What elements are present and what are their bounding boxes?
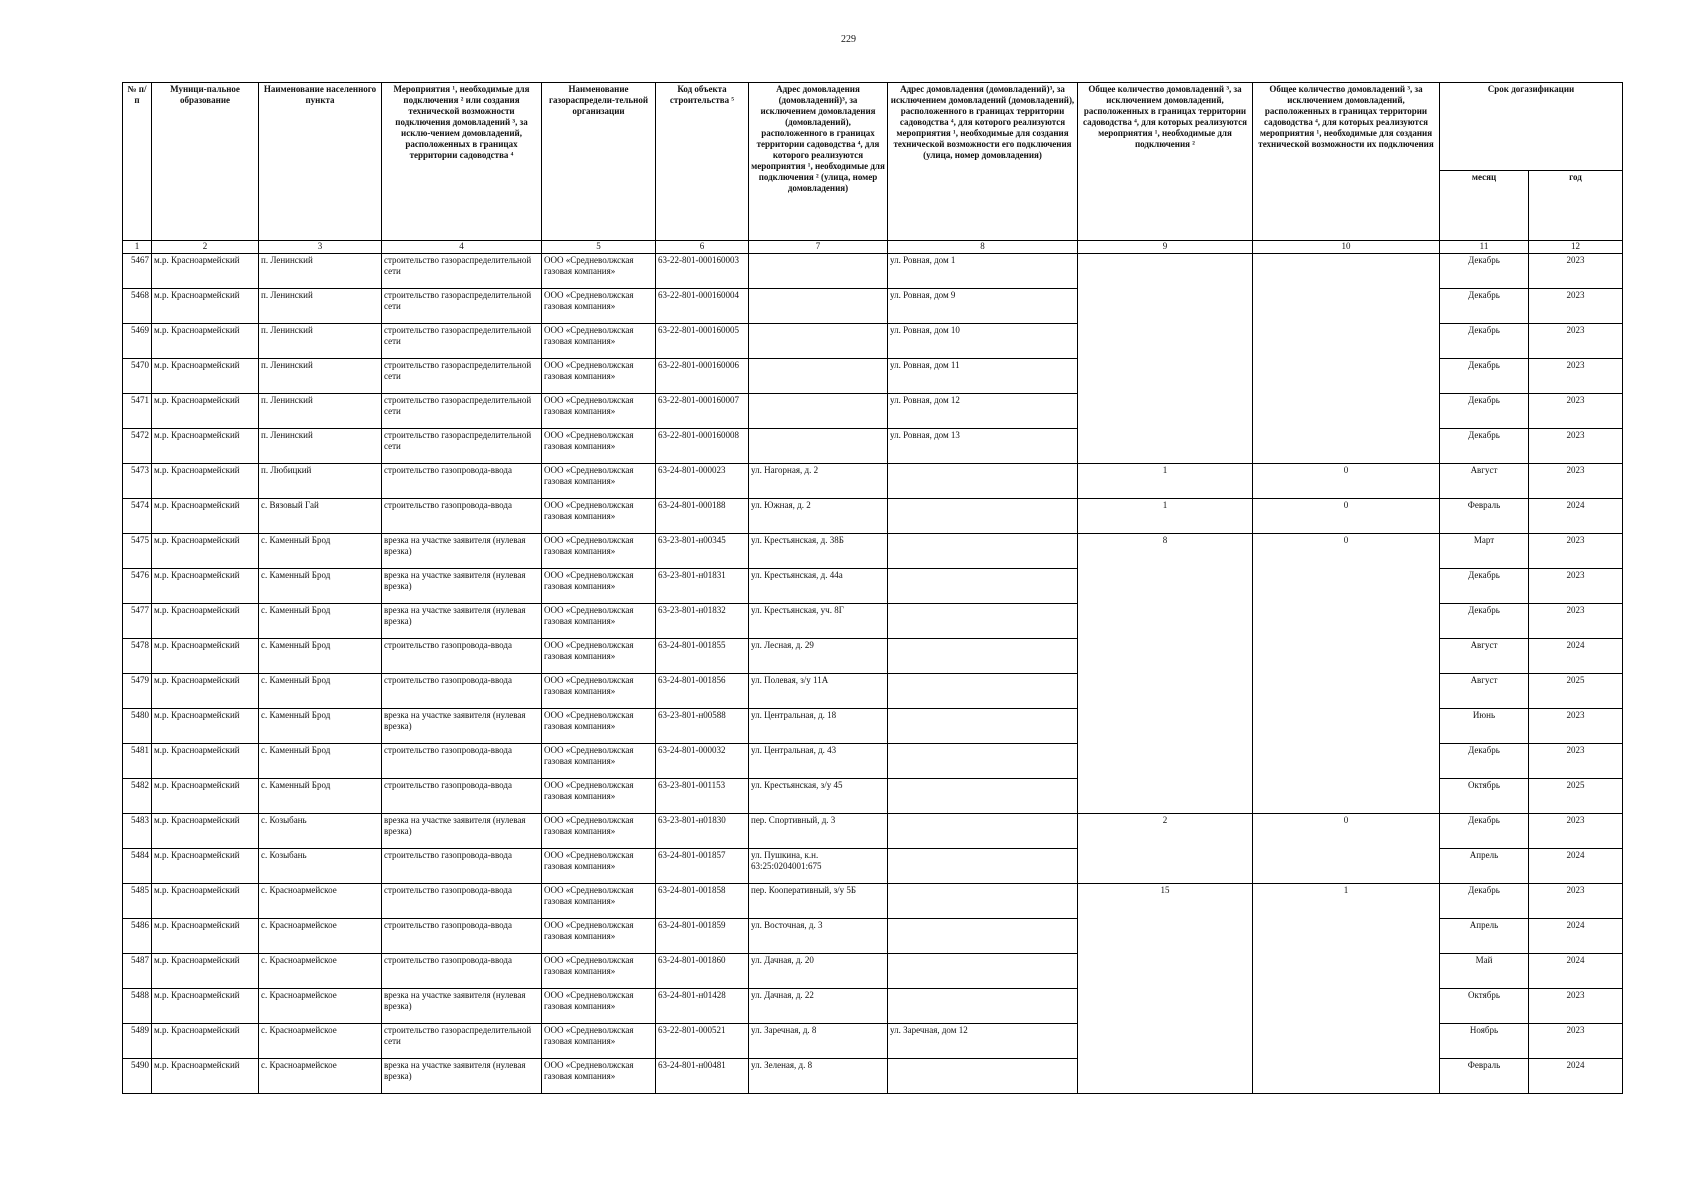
measure-cell: строительство газораспределительной сети bbox=[382, 324, 542, 359]
settlement-cell: с. Красноармейское bbox=[259, 989, 382, 1024]
settlement-cell: с. Красноармейское bbox=[259, 919, 382, 954]
municipality-cell: м.р. Красноармейский bbox=[152, 289, 259, 324]
municipality-cell: м.р. Красноармейский bbox=[152, 394, 259, 429]
settlement-cell: п. Ленинский bbox=[259, 254, 382, 289]
settlement-cell: с. Вязовый Гай bbox=[259, 499, 382, 534]
table-body bbox=[123, 254, 1623, 1094]
settlement-cell: п. Ленинский bbox=[259, 429, 382, 464]
object-code-cell: 63-24-801-000188 bbox=[656, 499, 749, 534]
year-cell: 2024 bbox=[1529, 849, 1623, 884]
month-cell: Апрель bbox=[1440, 849, 1529, 884]
municipality-cell: м.р. Красноармейский bbox=[152, 709, 259, 744]
col-municipality-header: Муници-пальное образование bbox=[152, 83, 259, 241]
month-cell: Декабрь bbox=[1440, 814, 1529, 849]
column-number: 2 bbox=[152, 241, 259, 254]
municipality-cell: м.р. Красноармейский bbox=[152, 499, 259, 534]
measure-cell: строительство газопровода-ввода bbox=[382, 779, 542, 814]
year-cell: 2023 bbox=[1529, 289, 1623, 324]
column-number: 7 bbox=[749, 241, 888, 254]
object-code-cell: 63-22-801-000160008 bbox=[656, 429, 749, 464]
settlement-cell: п. Ленинский bbox=[259, 289, 382, 324]
month-cell: Декабрь bbox=[1440, 569, 1529, 604]
object-code-cell: 63-23-801-н01830 bbox=[656, 814, 749, 849]
total-connect-cell: 1 bbox=[1078, 499, 1253, 534]
col-no-header: № п/п bbox=[123, 83, 152, 241]
column-number-row bbox=[123, 241, 1623, 254]
month-cell: Декабрь bbox=[1440, 429, 1529, 464]
gdo-cell: ООО «Средневолжская газовая компания» bbox=[542, 919, 656, 954]
table-row bbox=[123, 254, 1623, 289]
address-tech-cell bbox=[888, 849, 1078, 884]
address-tech-cell: ул. Ровная, дом 9 bbox=[888, 289, 1078, 324]
gdo-cell: ООО «Средневолжская газовая компания» bbox=[542, 989, 656, 1024]
total-connect-cell: 1 bbox=[1078, 464, 1253, 499]
column-number: 8 bbox=[888, 241, 1078, 254]
object-code-cell: 63-23-801-н01831 bbox=[656, 569, 749, 604]
row-number-cell: 5483 bbox=[123, 814, 152, 849]
address-connect-cell: ул. Восточная, д. 3 bbox=[749, 919, 888, 954]
municipality-cell: м.р. Красноармейский bbox=[152, 534, 259, 569]
settlement-cell: с. Каменный Брод bbox=[259, 709, 382, 744]
address-tech-cell bbox=[888, 639, 1078, 674]
gdo-cell: ООО «Средневолжская газовая компания» bbox=[542, 779, 656, 814]
total-connect-cell: 2 bbox=[1078, 814, 1253, 884]
month-cell: Октябрь bbox=[1440, 779, 1529, 814]
year-cell: 2023 bbox=[1529, 1024, 1623, 1059]
object-code-cell: 63-24-801-н01428 bbox=[656, 989, 749, 1024]
address-tech-cell bbox=[888, 709, 1078, 744]
object-code-cell: 63-23-801-001153 bbox=[656, 779, 749, 814]
municipality-cell: м.р. Красноармейский bbox=[152, 429, 259, 464]
gdo-cell: ООО «Средневолжская газовая компания» bbox=[542, 394, 656, 429]
settlement-cell: п. Любицкий bbox=[259, 464, 382, 499]
address-connect-cell: ул. Зеленая, д. 8 bbox=[749, 1059, 888, 1094]
gdo-cell: ООО «Средневолжская газовая компания» bbox=[542, 569, 656, 604]
municipality-cell: м.р. Красноармейский bbox=[152, 604, 259, 639]
month-cell: Май bbox=[1440, 954, 1529, 989]
row-number-cell: 5482 bbox=[123, 779, 152, 814]
year-cell: 2023 bbox=[1529, 989, 1623, 1024]
row-number-cell: 5470 bbox=[123, 359, 152, 394]
object-code-cell: 63-22-801-000160007 bbox=[656, 394, 749, 429]
gdo-cell: ООО «Средневолжская газовая компания» bbox=[542, 674, 656, 709]
measure-cell: строительство газопровода-ввода bbox=[382, 884, 542, 919]
total-tech-cell: 1 bbox=[1253, 884, 1440, 1094]
year-cell: 2023 bbox=[1529, 814, 1623, 849]
address-tech-cell bbox=[888, 569, 1078, 604]
month-cell: Ноябрь bbox=[1440, 1024, 1529, 1059]
column-number: 10 bbox=[1253, 241, 1440, 254]
object-code-cell: 63-24-801-н00481 bbox=[656, 1059, 749, 1094]
row-number-cell: 5473 bbox=[123, 464, 152, 499]
col-address-connect-header: Адрес домовладения (домовладений)³, за исключением домовладения (домовладений), расположенного в границах территории садоводства ⁴, для которого реализуются мероприятия ¹, необходимые для подключения ² (улица, номер домовладения) bbox=[749, 83, 888, 241]
col-deadline-header: Срок догазификации bbox=[1440, 83, 1623, 171]
object-code-cell: 63-23-801-н00588 bbox=[656, 709, 749, 744]
gdo-cell: ООО «Средневолжская газовая компания» bbox=[542, 499, 656, 534]
settlement-cell: с. Каменный Брод bbox=[259, 569, 382, 604]
month-cell: Декабрь bbox=[1440, 604, 1529, 639]
object-code-cell: 63-22-801-000160006 bbox=[656, 359, 749, 394]
object-code-cell: 63-23-801-н00345 bbox=[656, 534, 749, 569]
month-cell: Декабрь bbox=[1440, 884, 1529, 919]
column-number: 9 bbox=[1078, 241, 1253, 254]
address-connect-cell: ул. Полевая, з/у 11А bbox=[749, 674, 888, 709]
gdo-cell: ООО «Средневолжская газовая компания» bbox=[542, 639, 656, 674]
col-year-header: год bbox=[1529, 171, 1623, 241]
municipality-cell: м.р. Красноармейский bbox=[152, 464, 259, 499]
measure-cell: строительство газораспределительной сети bbox=[382, 1024, 542, 1059]
header-row bbox=[123, 83, 1623, 171]
address-tech-cell: ул. Ровная, дом 1 bbox=[888, 254, 1078, 289]
table-row bbox=[123, 499, 1623, 534]
month-cell: Февраль bbox=[1440, 499, 1529, 534]
gdo-cell: ООО «Средневолжская газовая компания» bbox=[542, 254, 656, 289]
year-cell: 2023 bbox=[1529, 464, 1623, 499]
measure-cell: строительство газораспределительной сети bbox=[382, 254, 542, 289]
row-number-cell: 5478 bbox=[123, 639, 152, 674]
row-number-cell: 5476 bbox=[123, 569, 152, 604]
col-object-code-header: Код объекта строительства ⁵ bbox=[656, 83, 749, 241]
gdo-cell: ООО «Средневолжская газовая компания» bbox=[542, 954, 656, 989]
row-number-cell: 5479 bbox=[123, 674, 152, 709]
object-code-cell: 63-24-801-001860 bbox=[656, 954, 749, 989]
address-connect-cell bbox=[749, 289, 888, 324]
address-connect-cell: ул. Крестьянская, уч. 8Г bbox=[749, 604, 888, 639]
column-number: 5 bbox=[542, 241, 656, 254]
measure-cell: строительство газораспределительной сети bbox=[382, 429, 542, 464]
row-number-cell: 5487 bbox=[123, 954, 152, 989]
settlement-cell: с. Каменный Брод bbox=[259, 779, 382, 814]
municipality-cell: м.р. Красноармейский bbox=[152, 1059, 259, 1094]
address-connect-cell: ул. Крестьянская, д. 44а bbox=[749, 569, 888, 604]
month-cell: Июнь bbox=[1440, 709, 1529, 744]
year-cell: 2023 bbox=[1529, 254, 1623, 289]
address-tech-cell: ул. Заречная, дом 12 bbox=[888, 1024, 1078, 1059]
measure-cell: строительство газопровода-ввода bbox=[382, 744, 542, 779]
municipality-cell: м.р. Красноармейский bbox=[152, 814, 259, 849]
row-number-cell: 5469 bbox=[123, 324, 152, 359]
col-gdo-header: Наименование газораспредели-тельной организации bbox=[542, 83, 656, 241]
object-code-cell: 63-22-801-000160005 bbox=[656, 324, 749, 359]
address-connect-cell bbox=[749, 429, 888, 464]
settlement-cell: с. Красноармейское bbox=[259, 884, 382, 919]
gdo-cell: ООО «Средневолжская газовая компания» bbox=[542, 429, 656, 464]
municipality-cell: м.р. Красноармейский bbox=[152, 744, 259, 779]
year-cell: 2024 bbox=[1529, 499, 1623, 534]
gdo-cell: ООО «Средневолжская газовая компания» bbox=[542, 464, 656, 499]
address-connect-cell: ул. Крестьянская, з/у 45 bbox=[749, 779, 888, 814]
address-tech-cell bbox=[888, 744, 1078, 779]
row-number-cell: 5480 bbox=[123, 709, 152, 744]
row-number-cell: 5489 bbox=[123, 1024, 152, 1059]
address-connect-cell: ул. Лесная, д. 29 bbox=[749, 639, 888, 674]
page-number: 229 bbox=[841, 34, 856, 45]
municipality-cell: м.р. Красноармейский bbox=[152, 849, 259, 884]
row-number-cell: 5468 bbox=[123, 289, 152, 324]
col-total-connect-header: Общее количество домовладений ³, за исключением домовладений, расположенных в границах территории садоводства ⁴, для которых реализуются мероприятия ¹, необходимые для подключения ² bbox=[1078, 83, 1253, 241]
address-connect-cell: ул. Пушкина, к.н. 63:25:0204001:675 bbox=[749, 849, 888, 884]
gdo-cell: ООО «Средневолжская газовая компания» bbox=[542, 884, 656, 919]
gdo-cell: ООО «Средневолжская газовая компания» bbox=[542, 324, 656, 359]
table-row bbox=[123, 884, 1623, 919]
year-cell: 2024 bbox=[1529, 954, 1623, 989]
year-cell: 2023 bbox=[1529, 884, 1623, 919]
month-cell: Декабрь bbox=[1440, 744, 1529, 779]
address-tech-cell bbox=[888, 674, 1078, 709]
measure-cell: строительство газораспределительной сети bbox=[382, 394, 542, 429]
month-cell: Август bbox=[1440, 464, 1529, 499]
year-cell: 2023 bbox=[1529, 394, 1623, 429]
address-tech-cell: ул. Ровная, дом 12 bbox=[888, 394, 1078, 429]
settlement-cell: с. Каменный Брод bbox=[259, 674, 382, 709]
total-connect-cell bbox=[1078, 254, 1253, 464]
row-number-cell: 5472 bbox=[123, 429, 152, 464]
col-settlement-header: Наименование населенного пункта bbox=[259, 83, 382, 241]
year-cell: 2023 bbox=[1529, 709, 1623, 744]
address-tech-cell bbox=[888, 1059, 1078, 1094]
address-tech-cell: ул. Ровная, дом 10 bbox=[888, 324, 1078, 359]
municipality-cell: м.р. Красноармейский bbox=[152, 779, 259, 814]
measure-cell: врезка на участке заявителя (нулевая врезка) bbox=[382, 604, 542, 639]
measure-cell: строительство газопровода-ввода bbox=[382, 919, 542, 954]
municipality-cell: м.р. Красноармейский bbox=[152, 359, 259, 394]
row-number-cell: 5488 bbox=[123, 989, 152, 1024]
object-code-cell: 63-22-801-000160003 bbox=[656, 254, 749, 289]
municipality-cell: м.р. Красноармейский bbox=[152, 324, 259, 359]
total-tech-cell bbox=[1253, 254, 1440, 464]
col-month-header: месяц bbox=[1440, 171, 1529, 241]
object-code-cell: 63-22-801-000521 bbox=[656, 1024, 749, 1059]
row-number-cell: 5484 bbox=[123, 849, 152, 884]
year-cell: 2024 bbox=[1529, 919, 1623, 954]
municipality-cell: м.р. Красноармейский bbox=[152, 254, 259, 289]
column-number: 12 bbox=[1529, 241, 1623, 254]
year-cell: 2023 bbox=[1529, 324, 1623, 359]
address-connect-cell: пер. Спортивный, д. 3 bbox=[749, 814, 888, 849]
address-connect-cell: ул. Южная, д. 2 bbox=[749, 499, 888, 534]
measure-cell: строительство газопровода-ввода bbox=[382, 464, 542, 499]
measure-cell: врезка на участке заявителя (нулевая врезка) bbox=[382, 709, 542, 744]
gdo-cell: ООО «Средневолжская газовая компания» bbox=[542, 359, 656, 394]
month-cell: Декабрь bbox=[1440, 394, 1529, 429]
municipality-cell: м.р. Красноармейский bbox=[152, 989, 259, 1024]
gdo-cell: ООО «Средневолжская газовая компания» bbox=[542, 709, 656, 744]
measure-cell: врезка на участке заявителя (нулевая врезка) bbox=[382, 989, 542, 1024]
year-cell: 2025 bbox=[1529, 779, 1623, 814]
municipality-cell: м.р. Красноармейский bbox=[152, 639, 259, 674]
measure-cell: строительство газопровода-ввода bbox=[382, 674, 542, 709]
object-code-cell: 63-24-801-001859 bbox=[656, 919, 749, 954]
column-number: 4 bbox=[382, 241, 542, 254]
measure-cell: строительство газопровода-ввода bbox=[382, 849, 542, 884]
measure-cell: строительство газопровода-ввода bbox=[382, 954, 542, 989]
row-number-cell: 5471 bbox=[123, 394, 152, 429]
row-number-cell: 5474 bbox=[123, 499, 152, 534]
row-number-cell: 5475 bbox=[123, 534, 152, 569]
year-cell: 2023 bbox=[1529, 429, 1623, 464]
column-number: 1 bbox=[123, 241, 152, 254]
settlement-cell: п. Ленинский bbox=[259, 359, 382, 394]
measure-cell: врезка на участке заявителя (нулевая врезка) bbox=[382, 534, 542, 569]
year-cell: 2023 bbox=[1529, 604, 1623, 639]
municipality-cell: м.р. Красноармейский bbox=[152, 1024, 259, 1059]
row-number-cell: 5467 bbox=[123, 254, 152, 289]
object-code-cell: 63-24-801-001857 bbox=[656, 849, 749, 884]
settlement-cell: с. Каменный Брод bbox=[259, 534, 382, 569]
col-address-tech-header: Адрес домовладения (домовладений)³, за исключением домовладений (домовладений), расположенного в границах территории садоводства ⁴, для которого реализуются мероприятия ¹, необходимые для создания технической возможности его подключения (улица, номер домовладения) bbox=[888, 83, 1078, 241]
total-connect-cell: 8 bbox=[1078, 534, 1253, 814]
year-cell: 2023 bbox=[1529, 534, 1623, 569]
month-cell: Апрель bbox=[1440, 919, 1529, 954]
gdo-cell: ООО «Средневолжская газовая компания» bbox=[542, 604, 656, 639]
row-number-cell: 5481 bbox=[123, 744, 152, 779]
address-tech-cell bbox=[888, 779, 1078, 814]
object-code-cell: 63-24-801-001856 bbox=[656, 674, 749, 709]
address-connect-cell bbox=[749, 359, 888, 394]
month-cell: Декабрь bbox=[1440, 359, 1529, 394]
gasification-table bbox=[122, 82, 1623, 1094]
address-tech-cell bbox=[888, 604, 1078, 639]
year-cell: 2024 bbox=[1529, 1059, 1623, 1094]
total-tech-cell: 0 bbox=[1253, 814, 1440, 884]
gdo-cell: ООО «Средневолжская газовая компания» bbox=[542, 849, 656, 884]
settlement-cell: с. Каменный Брод bbox=[259, 744, 382, 779]
address-tech-cell bbox=[888, 499, 1078, 534]
settlement-cell: с. Козыбань bbox=[259, 814, 382, 849]
settlement-cell: с. Красноармейское bbox=[259, 954, 382, 989]
measure-cell: врезка на участке заявителя (нулевая врезка) bbox=[382, 814, 542, 849]
settlement-cell: с. Каменный Брод bbox=[259, 604, 382, 639]
settlement-cell: с. Козыбань bbox=[259, 849, 382, 884]
row-number-cell: 5490 bbox=[123, 1059, 152, 1094]
year-cell: 2025 bbox=[1529, 674, 1623, 709]
address-tech-cell: ул. Ровная, дом 11 bbox=[888, 359, 1078, 394]
column-number: 6 bbox=[656, 241, 749, 254]
col-measures-header: Мероприятия ¹, необходимые для подключения ² или создания технической возможности подключения домовладений ³, за исклю-чением домовладений, расположенных в границах территории садоводства ⁴ bbox=[382, 83, 542, 241]
address-tech-cell bbox=[888, 919, 1078, 954]
measure-cell: строительство газораспределительной сети bbox=[382, 289, 542, 324]
gdo-cell: ООО «Средневолжская газовая компания» bbox=[542, 1024, 656, 1059]
measure-cell: строительство газопровода-ввода bbox=[382, 639, 542, 674]
object-code-cell: 63-24-801-000023 bbox=[656, 464, 749, 499]
object-code-cell: 63-23-801-н01832 bbox=[656, 604, 749, 639]
address-connect-cell: пер. Кооперативный, з/у 5Б bbox=[749, 884, 888, 919]
year-cell: 2023 bbox=[1529, 744, 1623, 779]
month-cell: Декабрь bbox=[1440, 289, 1529, 324]
month-cell: Март bbox=[1440, 534, 1529, 569]
month-cell: Февраль bbox=[1440, 1059, 1529, 1094]
address-tech-cell bbox=[888, 954, 1078, 989]
year-cell: 2024 bbox=[1529, 639, 1623, 674]
col-total-tech-header: Общее количество домовладений ³, за исключением домовладений, расположенных в границах территории садоводства ⁴, для которых реализуются мероприятия ¹, необходимые для создания технической возможности их подключения bbox=[1253, 83, 1440, 241]
address-tech-cell: ул. Ровная, дом 13 bbox=[888, 429, 1078, 464]
table-row bbox=[123, 534, 1623, 569]
column-number: 11 bbox=[1440, 241, 1529, 254]
settlement-cell: п. Ленинский bbox=[259, 394, 382, 429]
month-cell: Октябрь bbox=[1440, 989, 1529, 1024]
table-row bbox=[123, 814, 1623, 849]
object-code-cell: 63-22-801-000160004 bbox=[656, 289, 749, 324]
address-tech-cell bbox=[888, 464, 1078, 499]
table-row bbox=[123, 464, 1623, 499]
gdo-cell: ООО «Средневолжская газовая компания» bbox=[542, 744, 656, 779]
address-connect-cell: ул. Заречная, д. 8 bbox=[749, 1024, 888, 1059]
address-tech-cell bbox=[888, 989, 1078, 1024]
settlement-cell: с. Красноармейское bbox=[259, 1024, 382, 1059]
address-connect-cell: ул. Крестьянская, д. 38Б bbox=[749, 534, 888, 569]
month-cell: Декабрь bbox=[1440, 324, 1529, 359]
measure-cell: строительство газораспределительной сети bbox=[382, 359, 542, 394]
gdo-cell: ООО «Средневолжская газовая компания» bbox=[542, 1059, 656, 1094]
object-code-cell: 63-24-801-001858 bbox=[656, 884, 749, 919]
municipality-cell: м.р. Красноармейский bbox=[152, 674, 259, 709]
month-cell: Август bbox=[1440, 674, 1529, 709]
measure-cell: строительство газопровода-ввода bbox=[382, 499, 542, 534]
gdo-cell: ООО «Средневолжская газовая компания» bbox=[542, 814, 656, 849]
row-number-cell: 5477 bbox=[123, 604, 152, 639]
address-connect-cell: ул. Центральная, д. 18 bbox=[749, 709, 888, 744]
total-tech-cell: 0 bbox=[1253, 499, 1440, 534]
settlement-cell: с. Красноармейское bbox=[259, 1059, 382, 1094]
year-cell: 2023 bbox=[1529, 569, 1623, 604]
total-tech-cell: 0 bbox=[1253, 464, 1440, 499]
measure-cell: врезка на участке заявителя (нулевая врезка) bbox=[382, 569, 542, 604]
address-connect-cell bbox=[749, 324, 888, 359]
row-number-cell: 5486 bbox=[123, 919, 152, 954]
year-cell: 2023 bbox=[1529, 359, 1623, 394]
address-connect-cell: ул. Нагорная, д. 2 bbox=[749, 464, 888, 499]
total-connect-cell: 15 bbox=[1078, 884, 1253, 1094]
municipality-cell: м.р. Красноармейский bbox=[152, 919, 259, 954]
address-tech-cell bbox=[888, 884, 1078, 919]
address-connect-cell: ул. Дачная, д. 20 bbox=[749, 954, 888, 989]
month-cell: Декабрь bbox=[1440, 254, 1529, 289]
gdo-cell: ООО «Средневолжская газовая компания» bbox=[542, 534, 656, 569]
settlement-cell: п. Ленинский bbox=[259, 324, 382, 359]
settlement-cell: с. Каменный Брод bbox=[259, 639, 382, 674]
municipality-cell: м.р. Красноармейский bbox=[152, 569, 259, 604]
gdo-cell: ООО «Средневолжская газовая компания» bbox=[542, 289, 656, 324]
address-connect-cell: ул. Центральная, д. 43 bbox=[749, 744, 888, 779]
month-cell: Август bbox=[1440, 639, 1529, 674]
address-tech-cell bbox=[888, 814, 1078, 849]
total-tech-cell: 0 bbox=[1253, 534, 1440, 814]
row-number-cell: 5485 bbox=[123, 884, 152, 919]
address-connect-cell: ул. Дачная, д. 22 bbox=[749, 989, 888, 1024]
address-connect-cell bbox=[749, 394, 888, 429]
municipality-cell: м.р. Красноармейский bbox=[152, 954, 259, 989]
measure-cell: врезка на участке заявителя (нулевая врезка) bbox=[382, 1059, 542, 1094]
municipality-cell: м.р. Красноармейский bbox=[152, 884, 259, 919]
address-tech-cell bbox=[888, 534, 1078, 569]
column-number: 3 bbox=[259, 241, 382, 254]
object-code-cell: 63-24-801-001855 bbox=[656, 639, 749, 674]
address-connect-cell bbox=[749, 254, 888, 289]
object-code-cell: 63-24-801-000032 bbox=[656, 744, 749, 779]
